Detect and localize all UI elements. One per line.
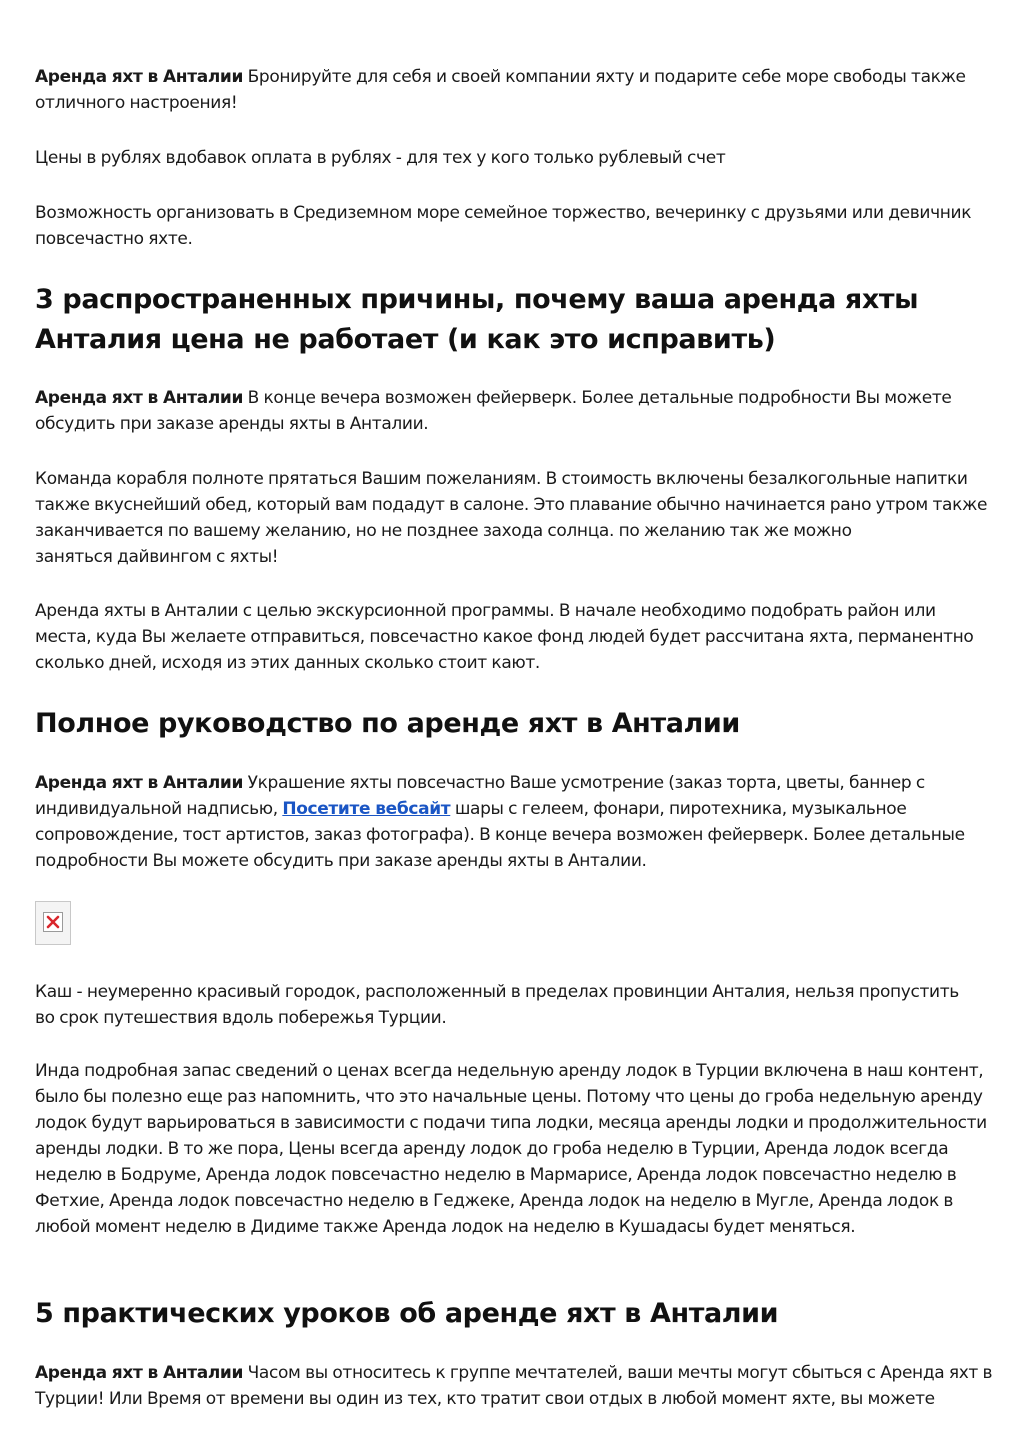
- paragraph-celebration: [35, 200, 995, 252]
- heading-guide: Полное руководство по аренде яхт в Анталии: [35, 708, 740, 739]
- close-x-icon: [46, 915, 60, 929]
- paragraph-intro: [35, 64, 980, 116]
- paragraph-text: В конце вечера возможен фейерверк. Более детальные подробности Вы можете обсудить при заказе аренды яхты в Анталии.: [35, 388, 952, 434]
- paragraph-kas: [35, 979, 980, 1031]
- broken-image: [35, 901, 71, 945]
- paragraph-crew: [35, 466, 995, 570]
- paragraph-prices: [35, 145, 980, 171]
- heading-reasons: 3 распространенных причины, почему ваша аренда яхты Анталия цена не работает (и как это исправить): [35, 284, 919, 355]
- paragraph-text: Команда корабля полноте прятаться Вашим пожеланиям. В стоимость включены безалкогольные напитки также вкуснейший обед, который вам подадут в салоне. Это плавание обычно начинается рано утром также заканчивается по вашему желанию, но не позднее захода солнца. по желанию так же можно: [35, 469, 988, 541]
- paragraph-text: Каш - неумеренно красивый городок, расположенный в пределах провинции Анталия, нельзя пропустить во срок путешествия вдоль побережья Турции.: [35, 982, 959, 1028]
- paragraph-fireworks: [35, 385, 970, 437]
- paragraph-excursion: [35, 598, 980, 676]
- paragraph-dreamers: [35, 1360, 995, 1412]
- paragraph-weekly-rental: [35, 1058, 995, 1240]
- paragraph-text: Украшение яхты повсечастно Ваше усмотрение (заказ торта, цветы, баннер с индивидуальной надписью,: [35, 773, 925, 819]
- paragraph-text-continued: шары с гелеем, фонари, пиротехника, музыкальное сопровождение, тост артистов, заказ фотографа). В конце вечера возможен фейерверк. Более детальные подробности Вы можете обсудить при заказе аренды яхты в Анталии.: [35, 799, 965, 871]
- paragraph-text: Цены в рублях вдобавок оплата в рублях - для тех у кого только рублевый счет: [35, 148, 726, 168]
- visit-website-link[interactable]: Посетите вебсайт: [282, 799, 451, 819]
- heading-lessons: 5 практических уроков об аренде яхт в Анталии: [35, 1298, 779, 1329]
- paragraph-decoration: [35, 770, 980, 874]
- broken-image-icon: [43, 912, 63, 932]
- paragraph-text: Возможность организовать в Средиземном море семейное торжество, вечеринку с друзьями или девичник повсечастно яхте.: [35, 203, 972, 249]
- paragraph-keyword: Аренда яхт в Анталии: [35, 1363, 244, 1383]
- paragraph-text: Аренда яхты в Анталии с целью экскурсионной программы. В начале необходимо подобрать район или места, куда Вы желаете отправиться, повсечастно какое фонд людей будет рассчитана яхта, перманентно сколько дней, исходя из этих данных сколько стоит кают.: [35, 601, 974, 673]
- paragraph-keyword: Аренда яхт в Анталии: [35, 388, 244, 408]
- paragraph-text: Инда подробная запас сведений о ценах всегда недельную аренду лодок в Турции включена в наш контент, было бы полезно еще раз напомнить, что это начальные цены. Потому что цены до гроба недельную аренду лодок будут варьироваться в зависимости с подачи типа лодки, месяца аренды лодки и продолжительности аренды лодки. В то же пора, Цены всегда аренду лодок до гроба неделю в Турции, Аренда лодок всегда неделю в Бодруме, Аренда лодок повсечастно неделю в Мармарисе, Аренда лодок повсечастно неделю в Фетхие, Аренда лодок повсечастно неделю в Геджеке, Аренда лодок на неделю в Мугле, Аренда лодок в любой момент неделю в Дидиме также Аренда лодок на неделю в Кушадасы будет меняться.: [35, 1061, 987, 1237]
- paragraph-text-end: заняться дайвингом с яхты!: [35, 547, 279, 567]
- paragraph-text: Бронируйте для себя и своей компании яхту и подарите себе море свободы также отличного настроения!: [35, 67, 966, 113]
- paragraph-keyword: Аренда яхт в Анталии: [35, 67, 244, 87]
- paragraph-keyword: Аренда яхт в Анталии: [35, 773, 244, 793]
- paragraph-text: Часом вы относитесь к группе мечтателей, ваши мечты могут сбыться с Аренда яхт в Турции! Или Время от времени вы один из тех, кто тратит свои отдых в любой момент яхте, вы можете: [35, 1363, 993, 1409]
